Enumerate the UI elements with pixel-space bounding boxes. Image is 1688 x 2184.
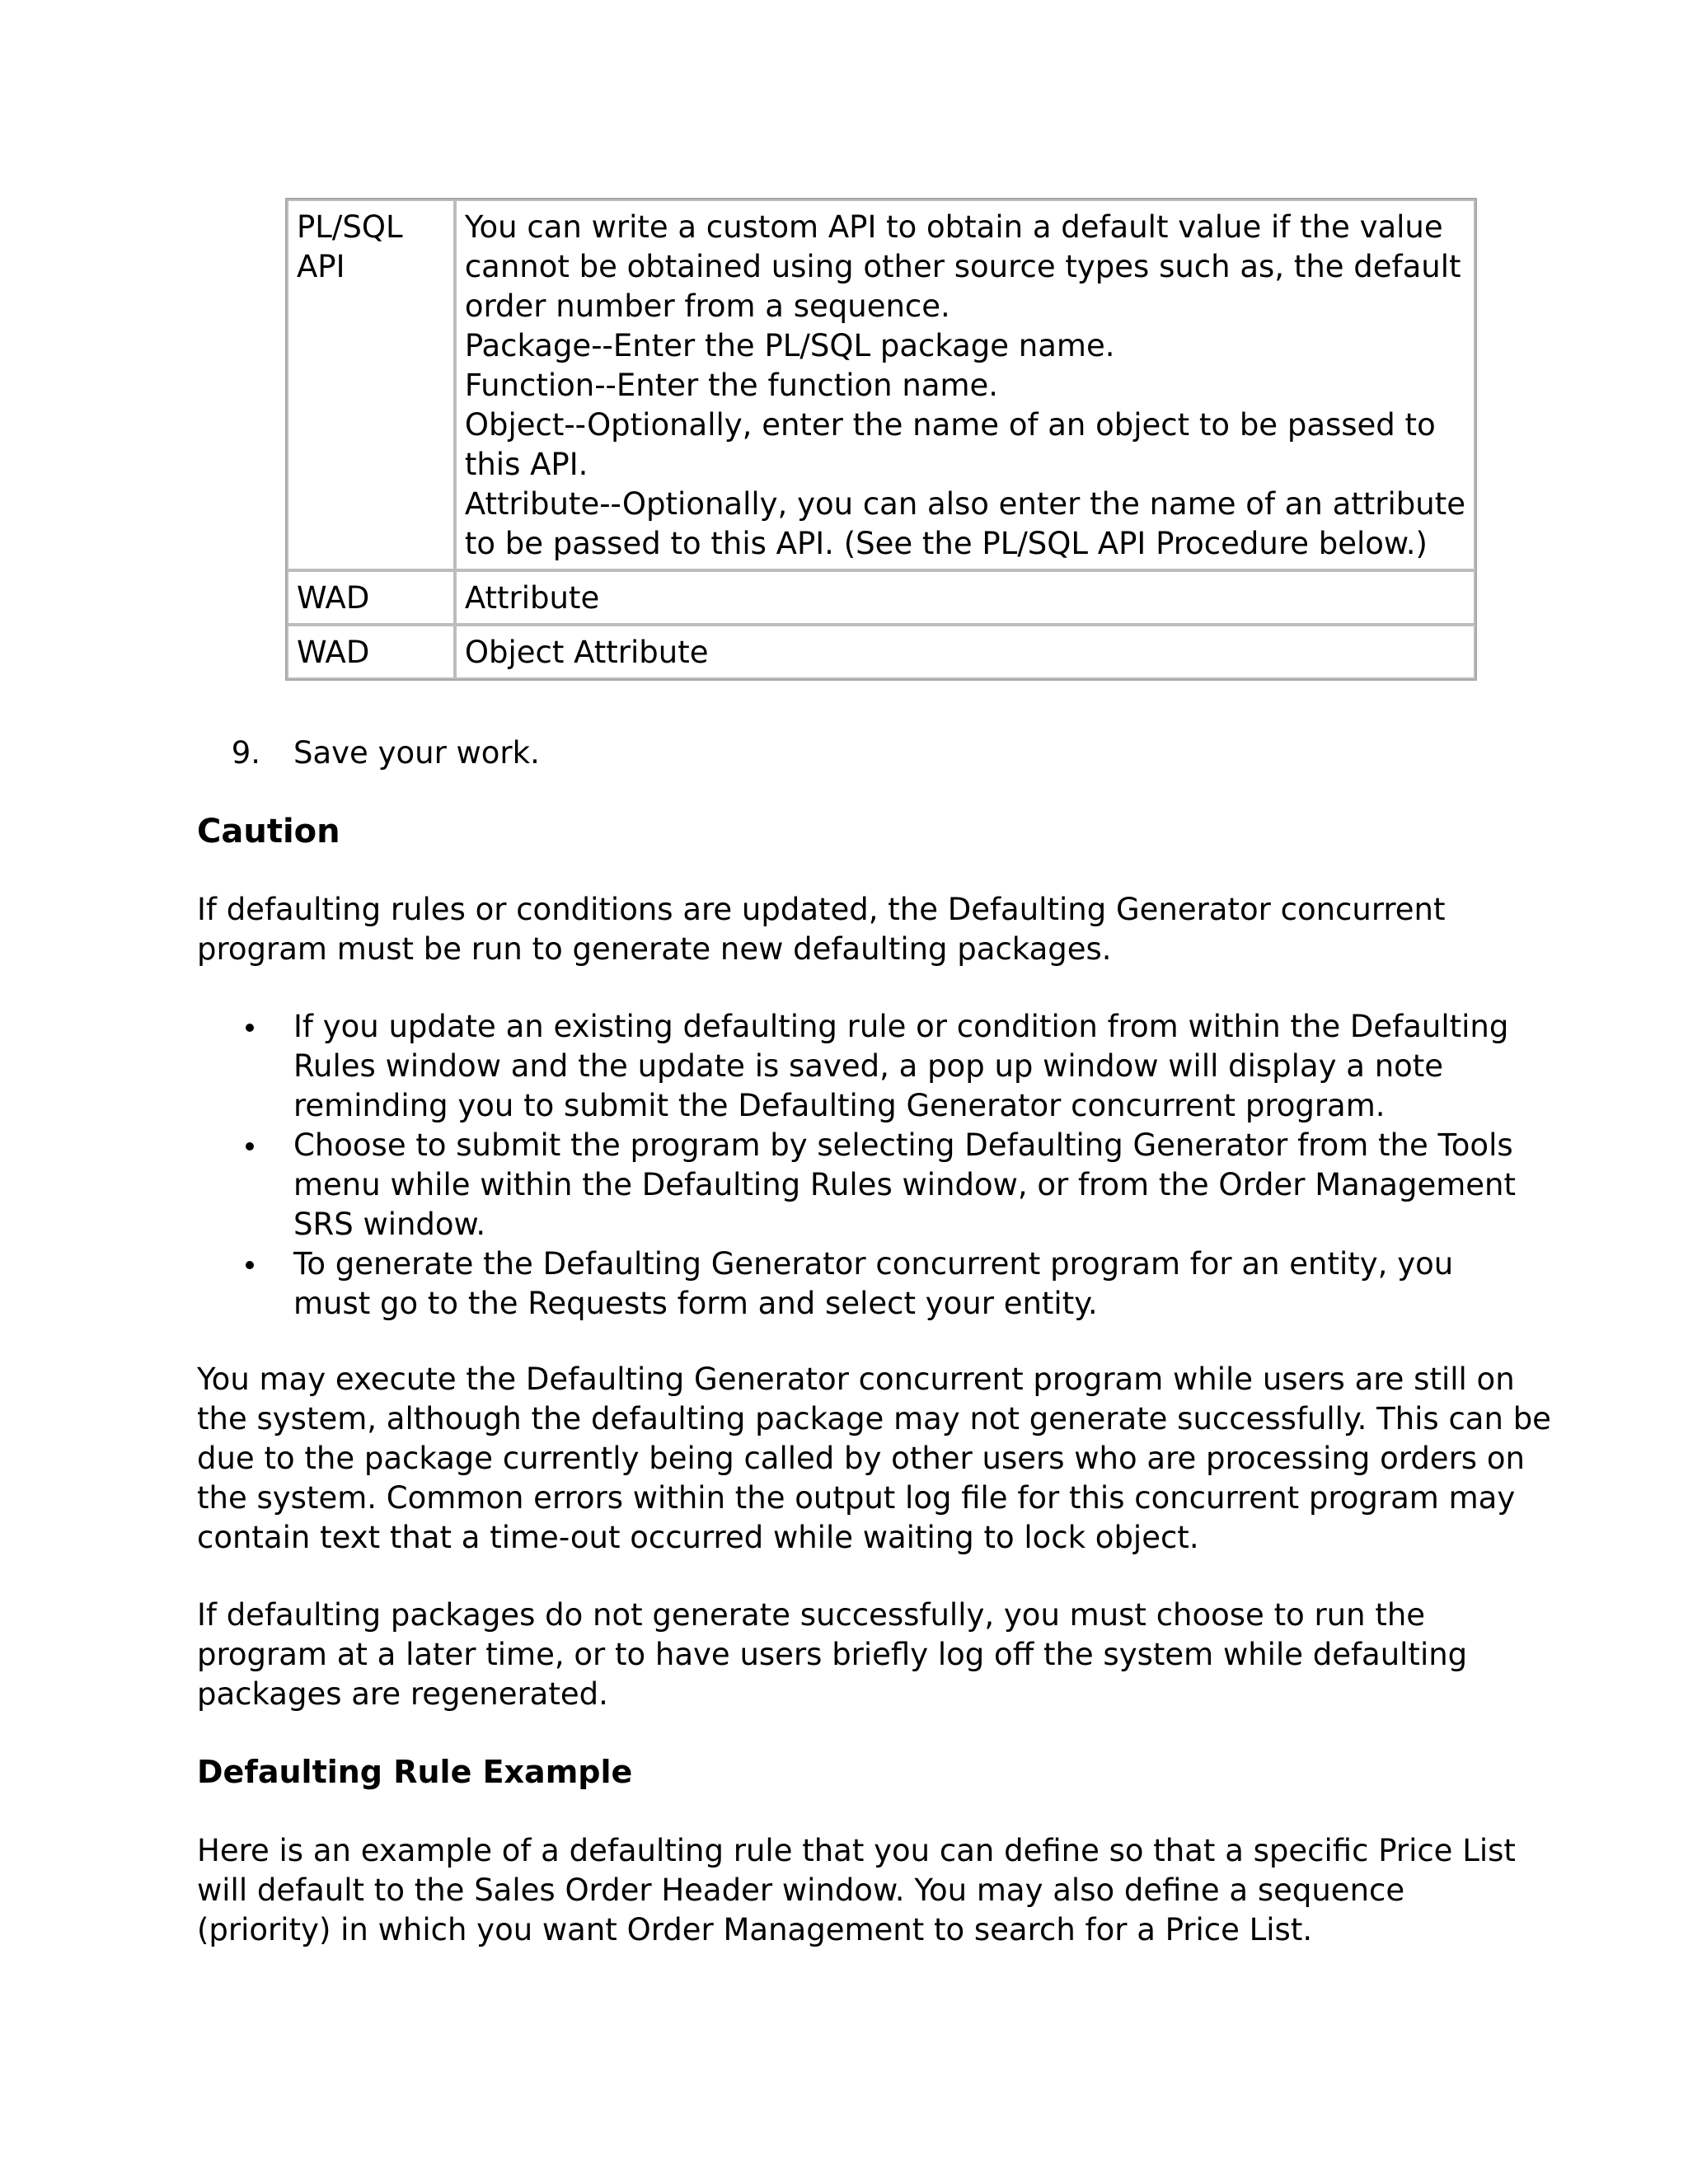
step-number: 9.: [231, 735, 260, 771]
concurrent-program-paragraph: [197, 1360, 1551, 1558]
description-cell: [455, 199, 1475, 570]
description-cell: [455, 570, 1475, 625]
caution-intro: [197, 890, 1516, 969]
description-line: Attribute--Optionally, you can also enter the name of an attribute: [464, 486, 1465, 522]
description-line: to be passed to this API. (See the PL/SQL API Procedure below.): [464, 526, 1428, 561]
text-line: Choose to submit the program by selecting Defaulting Generator from the Tools: [293, 1127, 1513, 1163]
text-line: reminding you to submit the Defaulting Generator concurrent program.: [293, 1088, 1386, 1123]
table-row: [287, 570, 1475, 625]
bullet-icon: [246, 1142, 254, 1151]
text-line: the system, although the defaulting package may not generate successfully. This can be: [197, 1401, 1551, 1436]
text-line: program must be run to generate new defaulting packages.: [197, 931, 1112, 967]
text-line: (priority) in which you want Order Management to search for a Price List.: [197, 1912, 1313, 1947]
text-line: program at a later time, or to have users briefly log off the system while defaulting: [197, 1637, 1468, 1672]
text-line: due to the package currently being called by other users who are processing orders on: [197, 1441, 1525, 1476]
text-line: If you update an existing defaulting rule or condition from within the Defaulting: [293, 1009, 1509, 1044]
description-cell: [455, 625, 1475, 679]
source-type-cell: WAD: [287, 625, 455, 679]
description-line: Attribute: [464, 580, 600, 616]
description-line: You can write a custom API to obtain a default value if the value: [464, 209, 1443, 245]
description-line: cannot be obtained using other source types such as, the default: [464, 249, 1461, 284]
text-line: will default to the Sales Order Header window. You may also define a sequence: [197, 1872, 1405, 1908]
text-line: If defaulting rules or conditions are updated, the Defaulting Generator concurrent: [197, 892, 1446, 927]
example-heading: Defaulting Rule Example: [197, 1754, 633, 1790]
text-line: menu while within the Defaulting Rules window, or from the Order Management: [293, 1167, 1516, 1202]
list-item: [239, 1244, 1525, 1324]
table-row: [287, 625, 1475, 679]
text-line: contain text that a time-out occurred while waiting to lock object.: [197, 1520, 1199, 1555]
text-line: Rules window and the update is saved, a pop up window will display a note: [293, 1048, 1444, 1084]
description-line: Package--Enter the PL/SQL package name.: [464, 328, 1115, 363]
text-line: the system. Common errors within the output log file for this concurrent program may: [197, 1480, 1516, 1516]
description-line: Function--Enter the function name.: [464, 368, 999, 403]
regenerate-paragraph: [197, 1596, 1516, 1714]
description-line: order number from a sequence.: [464, 288, 950, 324]
text-line: packages are regenerated.: [197, 1676, 608, 1712]
source-type-cell: PL/SQL API: [287, 199, 455, 570]
source-type-table: [285, 198, 1477, 681]
description-line: this API.: [464, 447, 588, 482]
bullet-icon: [246, 1024, 254, 1032]
text-line: SRS window.: [293, 1207, 486, 1242]
list-item: [239, 1126, 1525, 1244]
text-line: Here is an example of a defaulting rule that you can define so that a specific Price List: [197, 1833, 1516, 1868]
list-item: [239, 1007, 1525, 1126]
source-type-cell: WAD: [287, 570, 455, 625]
example-paragraph: [197, 1831, 1516, 1950]
bullet-icon: [246, 1261, 254, 1269]
caution-bullet-list: [239, 1007, 1525, 1324]
table-row: [287, 199, 1475, 570]
description-line: Object--Optionally, enter the name of an object to be passed to: [464, 407, 1436, 443]
text-line: If defaulting packages do not generate successfully, you must choose to run the: [197, 1597, 1426, 1633]
caution-heading: Caution: [197, 813, 340, 851]
description-line: Object Attribute: [464, 635, 709, 670]
text-line: You may execute the Defaulting Generator concurrent program while users are still on: [197, 1361, 1515, 1397]
text-line: To generate the Defaulting Generator concurrent program for an entity, you: [293, 1246, 1454, 1282]
step-text: Save your work.: [293, 735, 540, 771]
text-line: must go to the Requests form and select your entity.: [293, 1286, 1098, 1321]
